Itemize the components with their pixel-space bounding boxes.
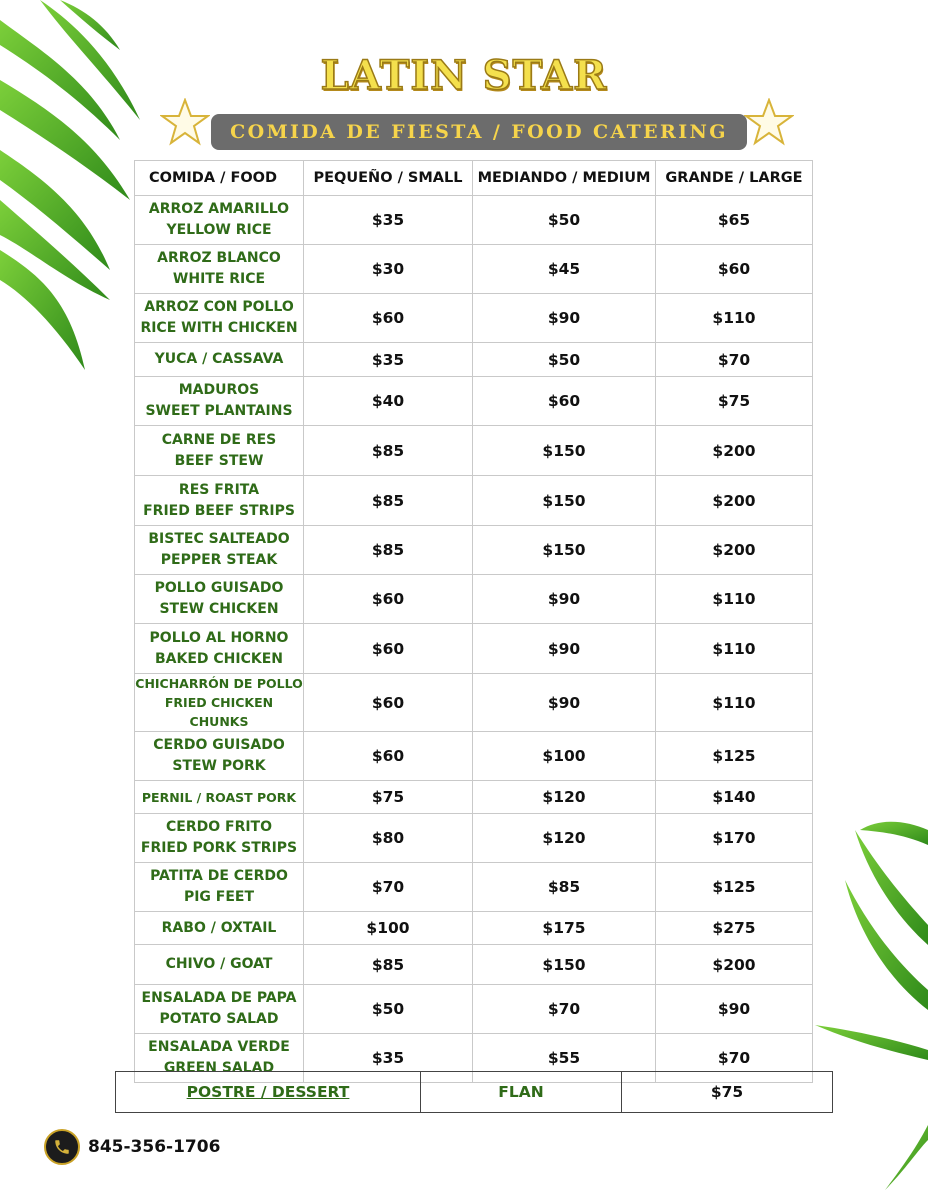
food-name-english: FRIED BEEF STRIPS xyxy=(143,502,295,519)
food-name-cell xyxy=(135,781,304,814)
price-large: $200 xyxy=(656,476,813,526)
food-name-english: PEPPER STEAK xyxy=(160,552,278,568)
dessert-price: $75 xyxy=(710,1083,744,1101)
food-name-english: STEW PORK xyxy=(172,758,266,774)
table-row xyxy=(135,863,813,912)
column-header-large: GRANDE / LARGE xyxy=(656,161,813,196)
phone-icon xyxy=(44,1129,80,1165)
price-small: $60 xyxy=(304,294,473,343)
price-medium: $55 xyxy=(473,1034,656,1083)
price-small: $60 xyxy=(304,624,473,674)
food-name-cell xyxy=(135,732,304,781)
price-medium: $90 xyxy=(473,674,656,732)
food-name-spanish: POLLO GUISADO xyxy=(154,580,284,596)
price-medium: $150 xyxy=(473,526,656,575)
food-name-cell xyxy=(135,245,304,294)
table-row xyxy=(135,426,813,476)
food-name-spanish: CERDO FRITO xyxy=(165,819,273,835)
table-row xyxy=(135,294,813,343)
price-large: $200 xyxy=(656,526,813,575)
food-name-cell xyxy=(135,945,304,985)
price-large: $275 xyxy=(656,912,813,945)
table-row xyxy=(135,674,813,732)
leaf-bottom-right xyxy=(815,822,928,1190)
table-row xyxy=(135,526,813,575)
food-name-cell xyxy=(135,526,304,575)
food-name-spanish: RABO / OXTAIL xyxy=(161,919,277,936)
food-name-spanish: CERDO GUISADO xyxy=(153,737,285,753)
star-icon xyxy=(160,98,210,148)
price-small: $35 xyxy=(304,196,473,245)
food-name-cell xyxy=(135,476,304,526)
food-name-spanish: POLLO AL HORNO xyxy=(149,629,289,646)
price-small: $75 xyxy=(304,781,473,814)
food-name-spanish: MADUROS xyxy=(178,382,260,398)
food-name-cell xyxy=(135,674,304,732)
food-name-english: POTATO SALAD xyxy=(159,1011,279,1027)
phone-number: 845-356-1706 xyxy=(88,1137,221,1157)
price-small: $70 xyxy=(304,863,473,912)
price-small: $85 xyxy=(304,426,473,476)
price-large: $125 xyxy=(656,863,813,912)
table-row xyxy=(135,575,813,624)
price-large: $70 xyxy=(656,1034,813,1083)
food-name-cell xyxy=(135,985,304,1034)
price-small: $85 xyxy=(304,476,473,526)
food-name-cell xyxy=(135,912,304,945)
food-name-english: YELLOW RICE xyxy=(166,222,272,238)
table-row xyxy=(135,945,813,985)
price-medium: $175 xyxy=(473,912,656,945)
price-medium: $90 xyxy=(473,575,656,624)
dessert-item: FLAN xyxy=(421,1072,622,1112)
price-large: $200 xyxy=(656,945,813,985)
table-row xyxy=(135,781,813,814)
price-small: $60 xyxy=(304,674,473,732)
price-medium: $45 xyxy=(473,245,656,294)
price-large: $90 xyxy=(656,985,813,1034)
star-icon xyxy=(744,98,794,148)
food-name-spanish: ARROZ CON POLLO xyxy=(144,299,294,315)
table-row xyxy=(135,624,813,674)
food-name-cell xyxy=(135,196,304,245)
price-medium: $60 xyxy=(473,377,656,426)
column-header-small: PEQUEÑO / SMALL xyxy=(304,161,473,196)
price-small: $50 xyxy=(304,985,473,1034)
food-name-english: PIG FEET xyxy=(183,889,255,905)
price-medium: $100 xyxy=(473,732,656,781)
food-name-spanish: YUCA / CASSAVA xyxy=(154,351,284,367)
price-medium: $90 xyxy=(473,624,656,674)
dessert-label[interactable]: POSTRE / DESSERT xyxy=(186,1083,350,1101)
price-small: $85 xyxy=(304,526,473,575)
price-small: $30 xyxy=(304,245,473,294)
table-row xyxy=(135,245,813,294)
menu-body xyxy=(135,196,813,1083)
price-small: $80 xyxy=(304,814,473,863)
price-medium: $85 xyxy=(473,863,656,912)
food-name-cell xyxy=(135,863,304,912)
food-name-cell xyxy=(135,575,304,624)
food-name-english: STEW CHICKEN xyxy=(159,601,279,617)
table-header-row xyxy=(135,161,813,196)
food-name-spanish: ARROZ AMARILLO xyxy=(148,201,290,217)
food-name-spanish: CHICHARRÓN DE POLLO xyxy=(135,676,303,691)
food-name-english: GREEN SALAD xyxy=(163,1060,275,1076)
table-row xyxy=(135,732,813,781)
food-name-english: BEEF STEW xyxy=(174,452,264,469)
food-name-spanish: BISTEC SALTEADO xyxy=(148,531,290,547)
table-row xyxy=(135,814,813,863)
food-name-cell xyxy=(135,377,304,426)
food-name-spanish: CHIVO / GOAT xyxy=(165,956,273,972)
table-row xyxy=(135,985,813,1034)
dessert-row xyxy=(115,1071,833,1113)
table-row xyxy=(135,476,813,526)
food-name-spanish: ENSALADA DE PAPA xyxy=(141,990,297,1006)
food-name-cell xyxy=(135,343,304,377)
price-large: $110 xyxy=(656,575,813,624)
price-medium: $120 xyxy=(473,814,656,863)
food-name-spanish: ENSALADA VERDE xyxy=(148,1039,290,1055)
food-name-cell xyxy=(135,624,304,674)
price-small: $40 xyxy=(304,377,473,426)
table-row xyxy=(135,912,813,945)
food-name-english: BAKED CHICKEN xyxy=(154,650,284,667)
price-small: $85 xyxy=(304,945,473,985)
price-large: $110 xyxy=(656,294,813,343)
price-small: $60 xyxy=(304,575,473,624)
price-large: $60 xyxy=(656,245,813,294)
price-medium: $150 xyxy=(473,426,656,476)
food-name-spanish: CARNE DE RES xyxy=(161,431,277,448)
food-name-spanish: PATITA DE CERDO xyxy=(150,868,288,884)
column-header-food: COMIDA / FOOD xyxy=(135,161,304,196)
price-small: $35 xyxy=(304,343,473,377)
price-medium: $50 xyxy=(473,343,656,377)
food-name-spanish: ARROZ BLANCO xyxy=(157,250,281,266)
food-name-cell xyxy=(135,814,304,863)
food-name-spanish: PERNIL / ROAST PORK xyxy=(141,789,297,805)
price-medium: $90 xyxy=(473,294,656,343)
food-name-english: WHITE RICE xyxy=(172,271,266,287)
food-name-english: SWEET PLANTAINS xyxy=(145,403,293,419)
subtitle-banner: COMIDA DE FIESTA / FOOD CATERING xyxy=(211,114,747,150)
price-small: $60 xyxy=(304,732,473,781)
price-medium: $70 xyxy=(473,985,656,1034)
food-name-cell xyxy=(135,426,304,476)
table-row xyxy=(135,196,813,245)
food-name-spanish: RES FRITA xyxy=(178,481,260,498)
food-name-english: FRIED PORK STRIPS xyxy=(140,840,298,856)
price-medium: $120 xyxy=(473,781,656,814)
food-name-english: FRIED CHICKEN CHUNKS xyxy=(164,695,274,729)
price-large: $70 xyxy=(656,343,813,377)
price-large: $140 xyxy=(656,781,813,814)
price-medium: $150 xyxy=(473,476,656,526)
table-row xyxy=(135,377,813,426)
price-large: $110 xyxy=(656,674,813,732)
page-title: LATIN STAR xyxy=(320,52,608,99)
price-large: $110 xyxy=(656,624,813,674)
price-large: $170 xyxy=(656,814,813,863)
food-name-cell xyxy=(135,294,304,343)
price-small: $100 xyxy=(304,912,473,945)
table-row xyxy=(135,343,813,377)
column-header-medium: MEDIANDO / MEDIUM xyxy=(473,161,656,196)
menu-table xyxy=(134,160,813,1083)
price-large: $75 xyxy=(656,377,813,426)
price-large: $65 xyxy=(656,196,813,245)
price-large: $125 xyxy=(656,732,813,781)
price-medium: $150 xyxy=(473,945,656,985)
contact-phone[interactable] xyxy=(44,1129,220,1165)
price-large: $200 xyxy=(656,426,813,476)
price-small: $35 xyxy=(304,1034,473,1083)
food-name-english: RICE WITH CHICKEN xyxy=(140,320,298,336)
price-medium: $50 xyxy=(473,196,656,245)
dessert-label-cell xyxy=(116,1072,421,1112)
